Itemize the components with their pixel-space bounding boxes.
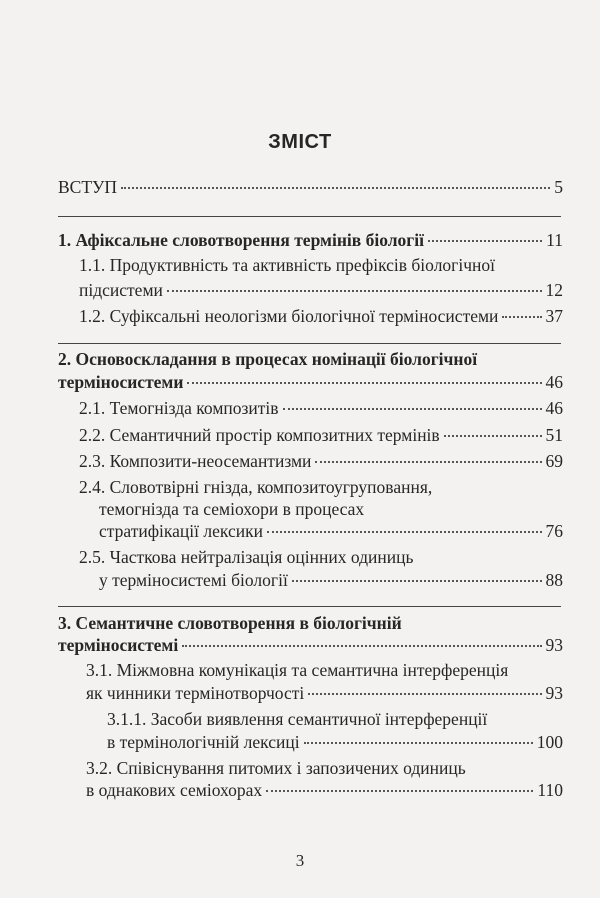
dot-leader [266,790,533,792]
toc-entry-page: 76 [545,521,563,541]
dot-leader [444,435,542,437]
dot-leader [315,461,541,463]
toc-entry-1-2[interactable] [79,305,563,327]
toc-entry-3-1-1[interactable] [107,731,563,753]
toc-entry-page: 93 [545,635,563,655]
toc-entry-label: терміносистемі [58,635,179,655]
toc-entry-page: 37 [545,306,563,326]
toc-title: ЗМІСТ [268,131,332,153]
toc-entry-chapter-2-line1: 2. Основоскладання в процесах номінації біологічної [58,349,478,369]
toc-entry-1-1-line1: 1.1. Продуктивність та активність префіксів біологічної [79,255,495,275]
toc-entry-label: в однакових семіохорах [86,780,263,800]
toc-entry-page: 69 [545,451,563,471]
toc-entry-page: 93 [545,683,563,703]
toc-entry-page: 110 [537,780,563,800]
toc-entry-3-2[interactable] [86,779,563,801]
toc-entry-chapter-3[interactable] [58,634,563,656]
toc-entry-page: 88 [545,570,563,590]
toc-entry-2-4-line1: 2.4. Словотвірні гнізда, композитоугруповання, [79,477,433,497]
toc-entry-label: підсистеми [79,280,163,300]
toc-entry-3-1-line1: 3.1. Міжмовна комунікація та семантична інтерференція [86,660,509,680]
page-number: 3 [295,851,305,870]
toc-entry-label: 1.2. Суфіксальні неологізми біологічної терміносистеми [79,306,499,326]
toc-entry-label: 1. Афіксальне словотворення термінів біології [58,230,424,250]
dot-leader [292,580,542,582]
toc-entry-intro[interactable] [58,176,563,198]
dot-leader [121,187,550,189]
toc-entry-page: 51 [545,425,563,445]
toc-entry-2-1[interactable] [79,397,563,419]
toc-entry-label: як чинники термінотворчості [86,683,305,703]
toc-entry-2-2[interactable] [79,424,563,446]
toc-entry-page: 11 [546,230,563,250]
dot-leader [267,531,542,533]
toc-entry-chapter-2[interactable] [58,371,563,393]
toc-entry-label: 2.1. Темогнізда композитів [79,398,279,418]
toc-entry-page: 12 [545,280,563,300]
toc-entry-page: 5 [554,177,563,197]
toc-entry-2-5[interactable] [99,569,563,591]
toc-entry-label: у терміносистемі біології [99,570,288,590]
dot-leader [502,316,541,318]
dot-leader [308,693,541,695]
toc-entry-label: ВСТУП [58,177,118,197]
dot-leader [428,240,542,242]
dot-leader [182,645,541,647]
dot-leader [167,290,542,292]
toc-entry-3-2-line1: 3.2. Співіснування питомих і запозичених одиниць [86,758,466,778]
toc-entry-chapter-3-line1: 3. Семантичне словотворення в біологічній [58,613,402,633]
section-divider [58,606,561,607]
toc-entry-page: 46 [545,372,563,392]
toc-entry-chapter-1[interactable] [58,229,563,251]
toc-entry-2-3[interactable] [79,450,563,472]
section-divider [58,343,561,344]
toc-entry-2-4-line2: темогнізда та семіохори в процесах [99,499,365,519]
dot-leader [283,408,542,410]
dot-leader [187,382,541,384]
toc-entry-label: стратифікації лексики [99,521,263,541]
toc-entry-label: терміносистеми [58,372,184,392]
toc-entry-page: 100 [536,732,563,752]
toc-entry-page: 46 [545,398,563,418]
toc-entry-label: 2.3. Композити-неосемантизми [79,451,312,471]
toc-entry-2-4[interactable] [99,520,563,542]
toc-entry-3-1[interactable] [86,682,563,704]
toc-entry-1-1[interactable] [79,279,563,301]
toc-entry-label: 2.2. Семантичний простір композитних термінів [79,425,440,445]
toc-entry-label: в термінологічній лексиці [107,732,300,752]
toc-entry-2-5-line1: 2.5. Часткова нейтралізація оцінних одиниць [79,547,414,567]
dot-leader [304,742,533,744]
toc-entry-3-1-1-line1: 3.1.1. Засоби виявлення семантичної інтерференції [107,709,488,729]
section-divider [58,216,561,217]
